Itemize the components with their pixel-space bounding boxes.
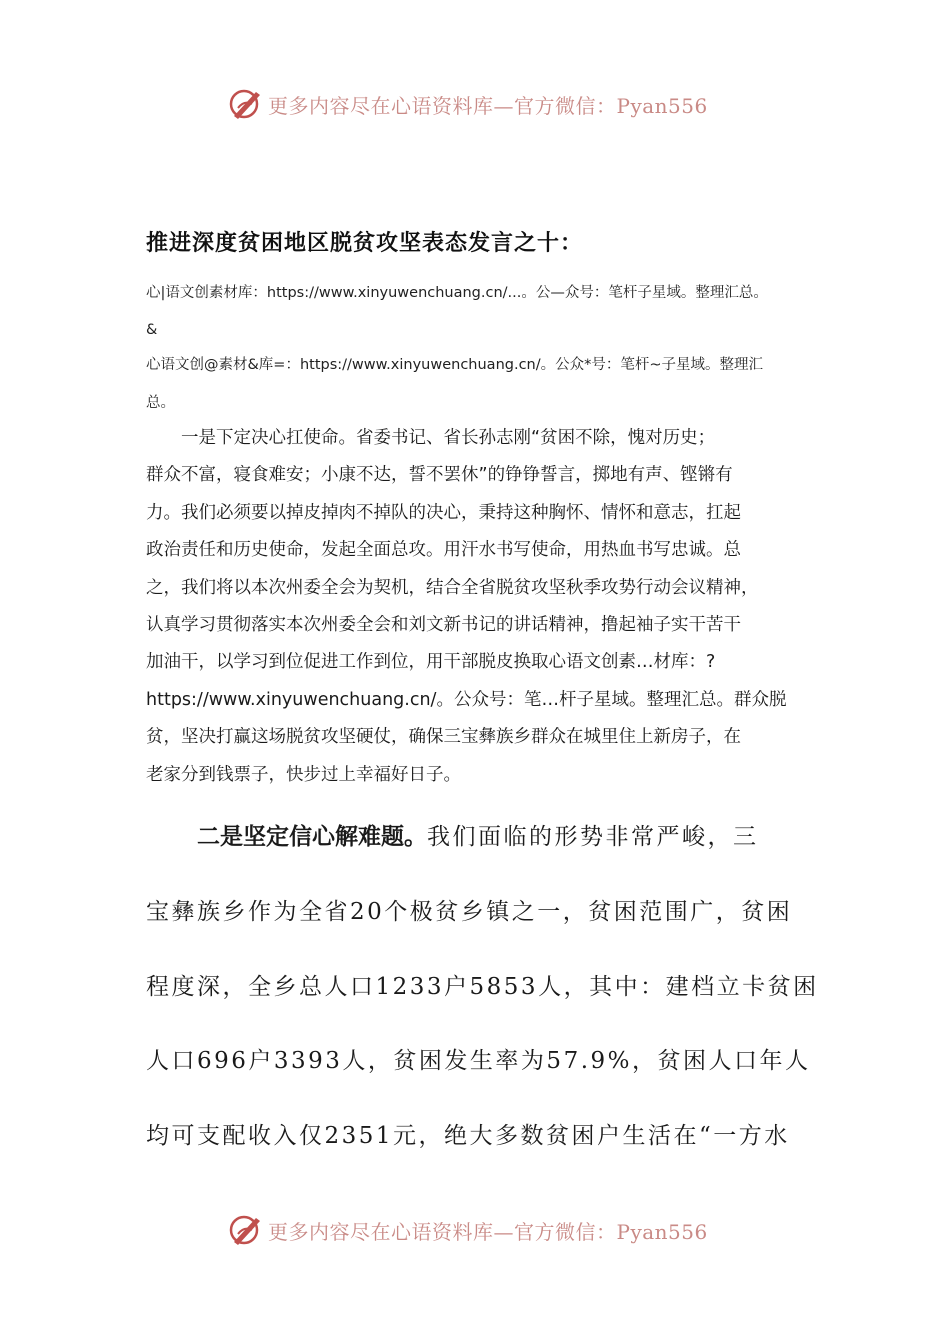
- paragraph-line: 均可支配收入仅2351元，绝大多数贫困户生活在“一方水: [146, 1123, 790, 1150]
- header-banner: [228, 84, 748, 124]
- source-line: 总。: [146, 395, 175, 411]
- paragraph-line: 力。我们必须要以掉皮掉肉不掉队的决心，秉持这种胸怀、情怀和意志，扛起: [146, 502, 741, 523]
- paragraph-line: 之，我们将以本次州委全会为契机，结合全省脱贫攻坚秋季攻势行动会议精神，: [146, 577, 759, 598]
- source-line: 心|语文创素材库：https://www.xinyuwenchuang.cn/...。公—众号：笔杆子星域。整理汇总。: [146, 285, 768, 301]
- paragraph-2: [146, 800, 819, 1174]
- paragraph-line: 政治责任和历史使命，发起全面总攻。用汗水书写使命，用热血书写忠诚。总: [146, 540, 741, 561]
- paragraph-line: 老家分到钱票子，快步过上幸福好日子。: [146, 764, 461, 785]
- banner-text: 更多内容尽在心语资料库—官方微信：Pyan556: [268, 93, 708, 118]
- banner-text: 更多内容尽在心语资料库—官方微信：Pyan556: [268, 1219, 708, 1244]
- paragraph-line: 一是下定决心扛使命。省委书记、省长孙志刚“贫困不除，愧对历史；: [146, 428, 716, 448]
- paragraph-line: 贫，坚决打赢这场脱贫攻坚硬仗，确保三宝彝族乡群众在城里住上新房子，在: [146, 727, 741, 748]
- source-line: 心语文创@素材&库=：https://www.xinyuwenchuang.cn/。公众*号：笔杆~子星域。整理汇: [146, 357, 764, 373]
- paragraph-line: 认真学习贯彻落实本次州委全会和刘文新书记的讲话精神，撸起袖子实干苦干: [146, 615, 741, 636]
- paragraph-text: 我们面临的形势非常严峻，三: [427, 824, 759, 850]
- paragraph-line: 群众不富，寝食难安；小康不达，誓不罢休”的铮铮誓言，掷地有声、铿锵有: [146, 465, 733, 486]
- paragraph-line: [146, 800, 806, 875]
- pen-logo-icon: [228, 86, 264, 122]
- paragraph-line: 程度深，全乡总人口1233户5853人，其中：建档立卡贫困: [146, 973, 819, 1000]
- paragraph-line: https://www.xinyuwenchuang.cn/。公众号：笔…杆子星域。整理汇总。群众脱: [146, 689, 787, 710]
- pen-logo-icon: [228, 1212, 264, 1248]
- paragraph-lead: 二是坚定信心解难题。: [197, 824, 427, 850]
- paragraph-line: 人口696户3393人，贫困发生率为57.9%，贫困人口年人: [146, 1048, 811, 1075]
- paragraph-line: 加油干，以学习到位促进工作到位，用干部脱皮换取心语文创素…材库：?: [146, 652, 716, 673]
- footer-banner: [228, 1210, 748, 1250]
- paragraph-1: [146, 420, 806, 794]
- document-title: 推进深度贫困地区脱贫攻坚表态发言之十：: [146, 230, 584, 256]
- source-line: &: [146, 322, 158, 338]
- paragraph-line: 宝彝族乡作为全省20个极贫乡镇之一，贫困范围广，贫困: [146, 898, 793, 925]
